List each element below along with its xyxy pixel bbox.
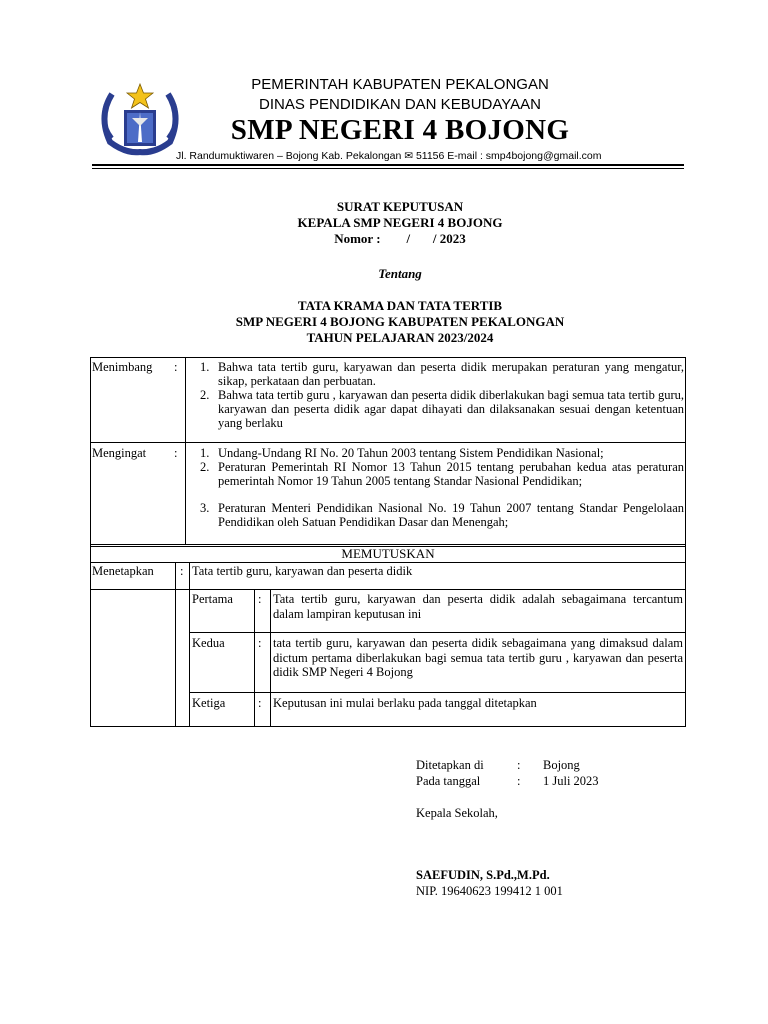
letterhead-department: DINAS PENDIDIKAN DAN KEBUDAYAAN <box>258 96 541 113</box>
row-divider <box>189 632 685 633</box>
item-text: Undang-Undang RI No. 20 Tahun 2003 tentang Sistem Pendidikan Nasional; <box>218 446 604 460</box>
item-number: 2. <box>200 388 210 402</box>
document-type: SURAT KEPUTUSAN <box>336 199 464 214</box>
item-number: 1. <box>200 446 210 460</box>
recalling-label: Mengingat <box>92 446 147 460</box>
letterhead-address: Jl. Randumuktiwaren – Bojong Kab. Pekalongan ✉ 51156 E-mail : smp4bojong@gmail.com <box>176 150 602 162</box>
item-number: 2. <box>200 460 210 474</box>
dictum-label: Kedua <box>192 636 225 650</box>
considering-item <box>200 388 684 431</box>
document-number: Nomor : / / 2023 <box>334 231 466 246</box>
dictum-text: Keputusan ini mulai berlaku pada tanggal ditetapkan <box>273 696 537 710</box>
recalling-item <box>200 501 684 529</box>
document-issuer: KEPALA SMP NEGERI 4 BOJONG <box>297 215 503 230</box>
considering-colon: : <box>174 360 178 374</box>
section-divider <box>91 544 685 545</box>
place-label: Ditetapkan di <box>416 758 484 772</box>
label-column-divider <box>175 562 176 726</box>
sublabel-column-divider <box>254 589 255 726</box>
topic-line-3: TAHUN PELAJARAN 2023/2024 <box>306 330 494 345</box>
date-label: Pada tanggal <box>416 774 481 788</box>
row-divider <box>91 589 685 590</box>
recalling-item <box>200 460 684 488</box>
signer-name: SAEFUDIN, S.Pd.,M.Pd. <box>416 868 550 882</box>
signer-position: Kepala Sekolah, <box>416 806 498 820</box>
dictum-colon: : <box>258 696 262 710</box>
recalling-item <box>200 446 684 460</box>
label-column-divider <box>185 358 186 544</box>
item-number: 3. <box>200 501 210 515</box>
dictum-label: Ketiga <box>192 696 226 710</box>
dictum-text: Tata tertib guru, karyawan dan peserta didik adalah sebagaimana tercantum dalam lampiran keputusan ini <box>273 592 683 621</box>
dictum-label: Pertama <box>192 592 233 606</box>
place-value: Bojong <box>543 758 580 772</box>
decision-subject: Tata tertib guru, karyawan dan peserta didik <box>192 564 413 578</box>
date-value: 1 Juli 2023 <box>543 774 599 788</box>
section-divider <box>91 442 685 443</box>
decision-colon: : <box>180 564 184 578</box>
place-colon: : <box>517 758 521 772</box>
considering-label: Menimbang <box>92 360 153 374</box>
colon-column-divider <box>189 562 190 726</box>
considering-item <box>200 360 684 388</box>
letterhead-rule-thick <box>92 164 684 166</box>
signer-nip: NIP. 19640623 199412 1 001 <box>416 884 563 898</box>
item-number: 1. <box>200 360 210 374</box>
date-colon: : <box>517 774 521 788</box>
item-text: Peraturan Pemerintah RI Nomor 13 Tahun 2015 tentang perubahan kedua atas peraturan pemerintah Nomor 19 Tahun 2005 tentang Standar Nasional Pendidikan; <box>218 460 684 489</box>
recalling-colon: : <box>174 446 178 460</box>
item-text: Bahwa tata tertib guru, karyawan dan peserta didik merupakan peraturan yang mengatur, sikap, perkataan dan perbuatan. <box>218 360 684 389</box>
letterhead-government: PEMERINTAH KABUPATEN PEKALONGAN <box>251 76 549 93</box>
dictum-colon: : <box>258 636 262 650</box>
item-text: Peraturan Menteri Pendidikan Nasional No. 19 Tahun 2007 tentang Standar Pengelolaan Pendidikan oleh Satuan Pendidikan Dasar dan Menengah; <box>218 501 684 530</box>
row-divider <box>189 692 685 693</box>
item-text: Bahwa tata tertib guru , karyawan dan peserta didik diberlakukan bagi semua tata tertib guru, karyawan dan peserta didik agar dapat dihayati dan dilaksanakan sesuai dengan ketentuan yang berlaku <box>218 388 684 431</box>
section-divider <box>91 562 685 563</box>
decision-label: Menetapkan <box>92 564 154 578</box>
subcolon-column-divider <box>270 589 271 726</box>
dictum-text: tata tertib guru, karyawan dan peserta didik sebagaimana yang dimaksud dalam dictum pertama diberlakukan bagi semua tata tertib guru , karyawan dan peserta didik SMP Negeri 4 Bojong <box>273 636 683 679</box>
topic-line-2: SMP NEGERI 4 BOJONG KABUPATEN PEKALONGAN <box>235 314 565 329</box>
dictum-colon: : <box>258 592 262 606</box>
letterhead-rule-thin <box>92 168 684 169</box>
decision-title: MEMUTUSKAN <box>341 546 435 561</box>
document-about: Tentang <box>378 266 422 281</box>
topic-line-1: TATA KRAMA DAN TATA TERTIB <box>297 298 503 313</box>
letterhead-school-name: SMP NEGERI 4 BOJONG <box>230 114 570 146</box>
